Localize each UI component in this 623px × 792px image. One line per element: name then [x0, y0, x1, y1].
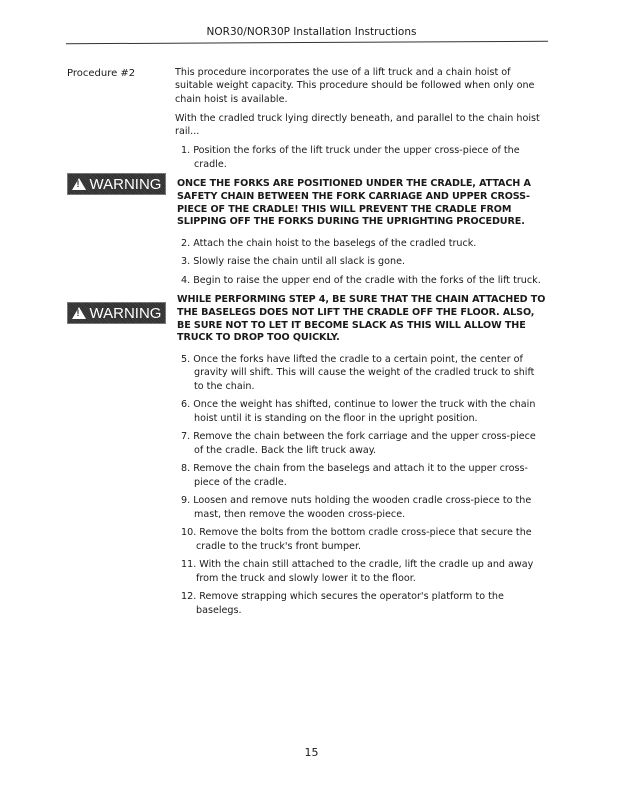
step-8: 8. Remove the chain from the baselegs and attach it to the upper cross-piece of the cradle. — [181, 463, 528, 488]
step-12: 12. Remove strapping which secures the operator's platform to the baselegs. — [181, 591, 504, 616]
warning-badge-label: WARNING — [89, 175, 162, 193]
step-6: 6. Once the weight has shifted, continue to lower the truck with the chain hoist until it is standing on the floor in the upright position. — [181, 399, 536, 424]
step-1: 1. Position the forks of the lift truck under the upper cross-piece of the cradle. — [181, 145, 520, 170]
step-10: 10. Remove the bolts from the bottom cradle cross-piece that secure the cradle to the truck's front bumper. — [181, 527, 532, 552]
step-7: 7. Remove the chain between the fork carriage and the upper cross-piece of the cradle. Back the lift truck away. — [181, 431, 536, 456]
warning-block — [76, 175, 547, 228]
setup-paragraph: With the cradled truck lying directly beneath, and parallel to the chain hoist rail... — [175, 112, 540, 138]
page-header: NOR30/NOR30P Installation Instructions — [206, 26, 417, 38]
warning-triangle-icon: ! — [72, 178, 86, 190]
step-3: 3. Slowly raise the chain until all slack is gone. — [181, 256, 406, 268]
warning-block — [76, 294, 547, 344]
warning-badge — [67, 173, 166, 195]
warning-badge — [67, 302, 166, 324]
warning-text: WHILE PERFORMING STEP 4, BE SURE THAT THE CHAIN ATTACHED TO THE BASELEGS DOES NOT LIFT THE CRADLE OFF THE FLOOR. ALSO, BE SURE NOT TO LET IT BECOME SLACK AS THIS WILL ALLOW THE TRUCK TO DROP TOO QUICKLY. — [177, 294, 546, 344]
step-5: 5. Once the forks have lifted the cradle to a certain point, the center of gravity will shift. This will cause the weight of the cradled truck to shift to the chain. — [181, 353, 535, 392]
warning-triangle-icon: ! — [72, 307, 86, 319]
warning-badge-label: WARNING — [89, 304, 162, 322]
page-number: 15 — [304, 746, 319, 759]
step-9: 9. Loosen and remove nuts holding the wooden cradle cross-piece to the mast, then remove the wooden cross-piece. — [181, 495, 532, 520]
intro-paragraph: This procedure incorporates the use of a lift truck and a chain hoist of suitable weight capacity. This procedure should be followed when only one chain hoist is available. — [175, 67, 535, 105]
warning-text: ONCE THE FORKS ARE POSITIONED UNDER THE CRADLE, ATTACH A SAFETY CHAIN BETWEEN THE FORK CARRIAGE AND UPPER CROSS-PIECE OF THE CRADLE! THIS WILL PREVENT THE CRADLE FROM SLIPPING OFF THE FORKS DURING THE UPRIGHTING PROCEDURE. — [177, 178, 531, 228]
procedure-label: Procedure #2 — [67, 68, 136, 79]
header-rule — [66, 41, 548, 45]
step-4: 4. Begin to raise the upper end of the cradle with the forks of the lift truck. — [181, 274, 541, 286]
body-column — [76, 66, 547, 622]
step-11: 11. With the chain still attached to the cradle, lift the cradle up and away from the truck and slowly lower it to the floor. — [181, 559, 534, 584]
step-2: 2. Attach the chain hoist to the baselegs of the cradled truck. — [181, 237, 477, 249]
